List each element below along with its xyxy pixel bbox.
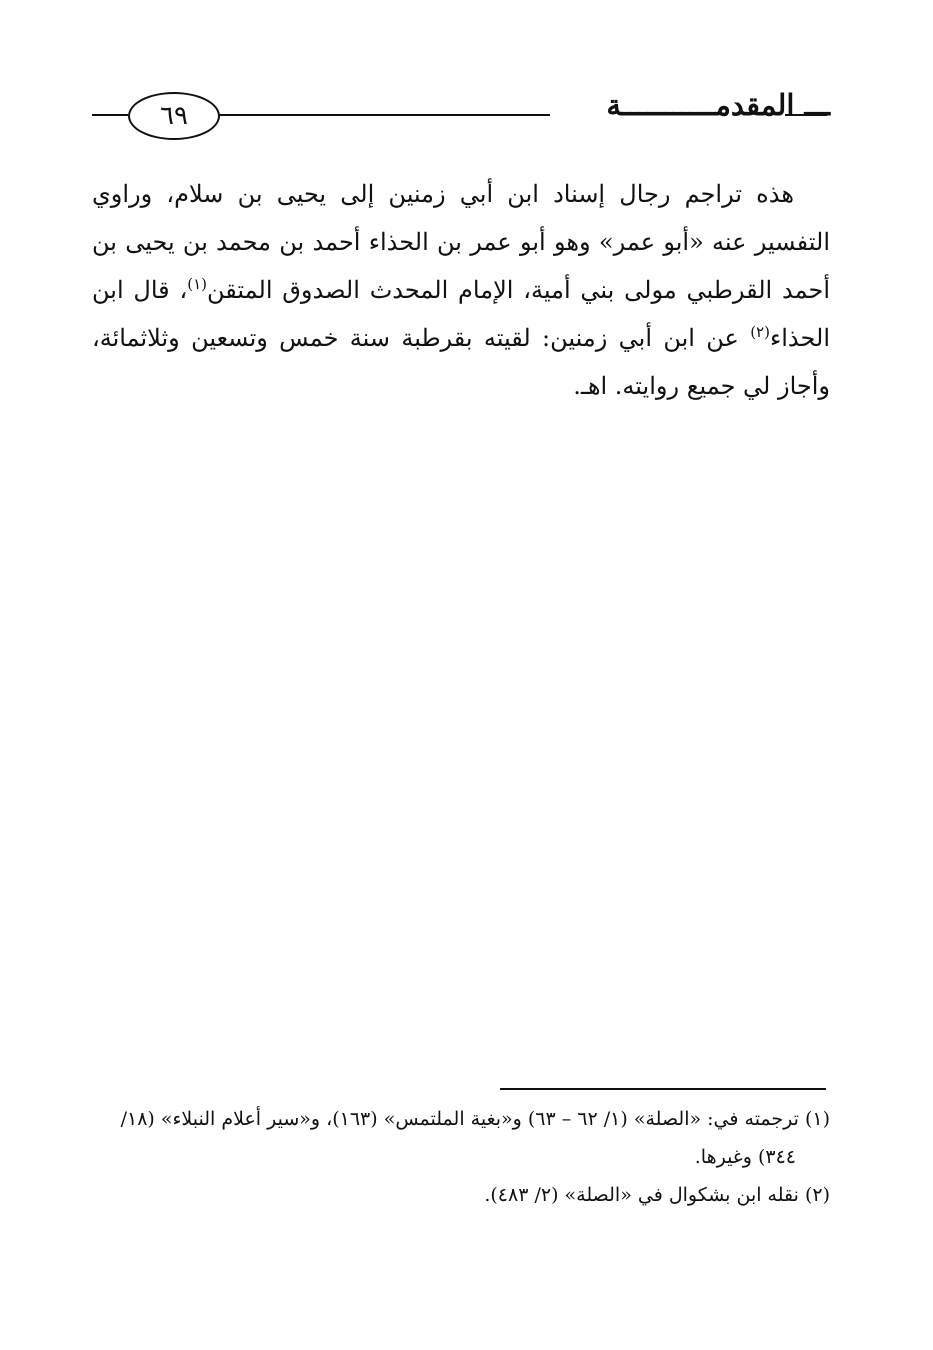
body-paragraph-container — [92, 170, 830, 410]
footnote-1-line-1: ترجمته في: «الصلة» (١/ ٦٢ – ٦٣) و«بغية الملتمس» (١٦٣)، و«سير أعلام النبلاء» (١٨/ — [120, 1108, 799, 1130]
footnote-ref-2: (٢) — [750, 323, 770, 341]
footnote-2 — [88, 1176, 830, 1214]
footnote-1 — [88, 1100, 830, 1138]
body-paragraph — [92, 170, 830, 410]
footnote-2-number: (٢) — [804, 1184, 830, 1206]
page-header — [0, 0, 933, 150]
body-text-segment-3: عن ابن أبي زمنين: لقيته بقرطبة سنة خمس وتسعين وثلاثمائة، وأجاز لي جميع روايته. اهـ. — [92, 324, 830, 400]
footnote-1-continuation — [88, 1138, 830, 1176]
footnotes — [88, 1100, 830, 1214]
footnote-1-line-2: ٣٤٤) وغيرها. — [694, 1146, 796, 1168]
footnote-separator — [500, 1088, 826, 1090]
page-number — [128, 92, 220, 140]
footnote-2-text: نقله ابن بشكوال في «الصلة» (٢/ ٤٨٣). — [484, 1184, 799, 1206]
footnote-ref-1: (١) — [187, 275, 207, 293]
header-title: ـــ المقدمـــــــــــة — [606, 88, 830, 122]
header-rule-left — [92, 114, 128, 116]
footnote-1-number: (١) — [804, 1108, 830, 1130]
page-number-text: ٦٩ — [160, 101, 188, 131]
header-rule-middle — [218, 114, 550, 116]
body-text-segment-1: هذه تراجم رجال إسناد ابن أبي زمنين إلى يحيى بن سلام، وراوي التفسير عنه «أبو عمر» وهو أبو عمر بن الحذاء أحمد بن محمد بن يحيى بن أحمد القرطبي مولى بني أمية، الإمام المحدث الصدوق المتقن — [92, 180, 831, 304]
body-text-segment-2: ، قال ابن الحذاء — [92, 276, 830, 352]
